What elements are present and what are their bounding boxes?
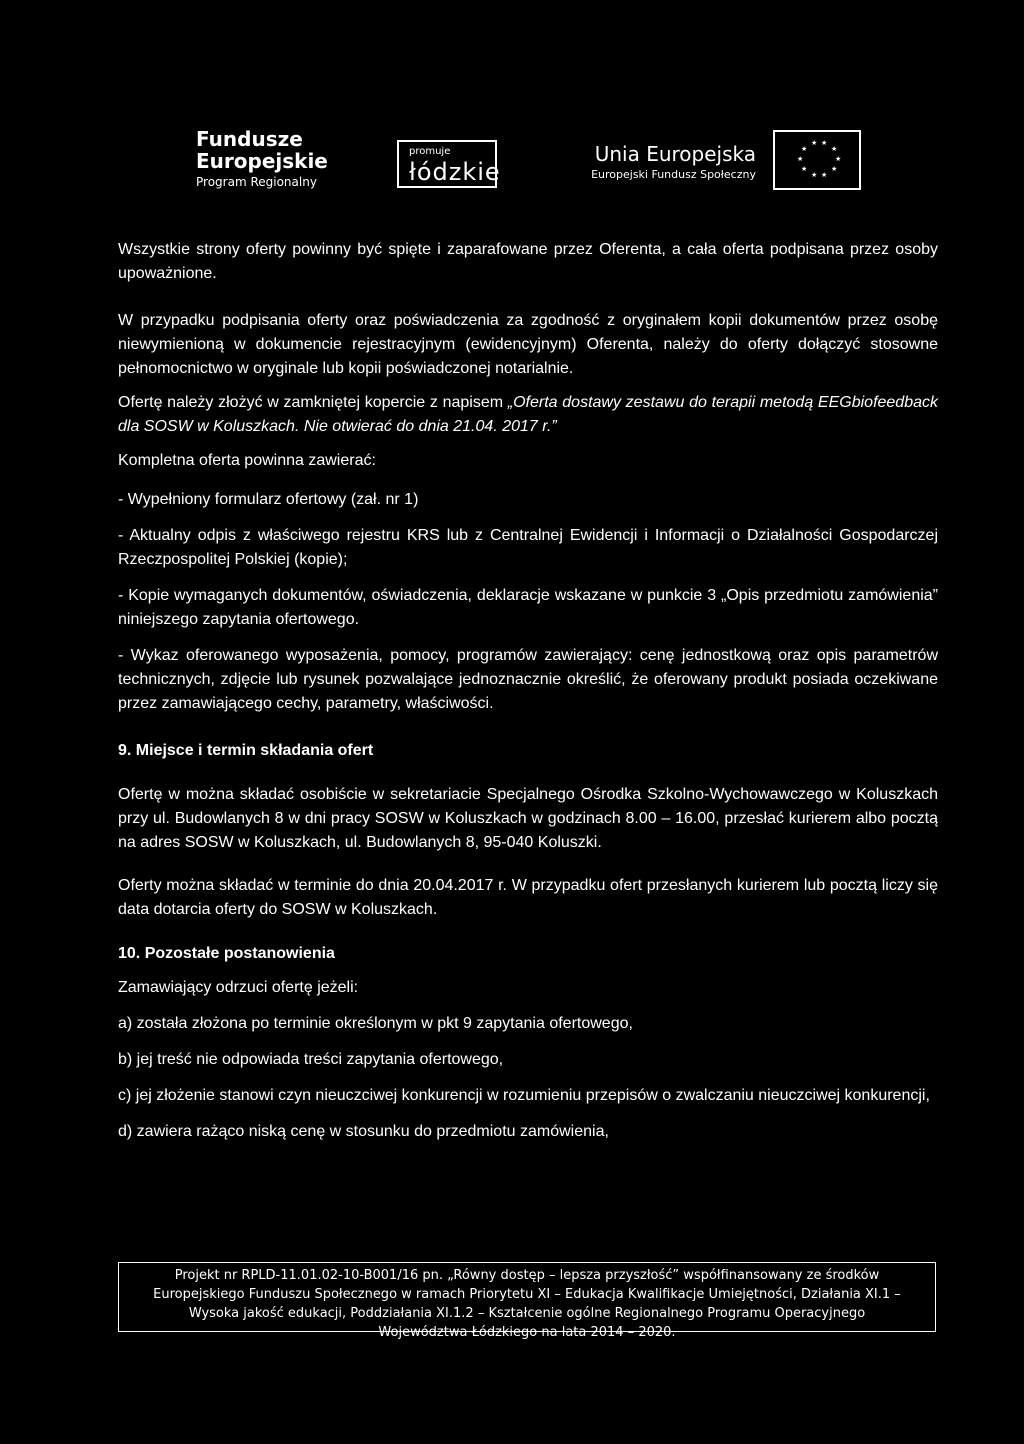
footer-line-1: Projekt nr RPLD-11.01.02-10-B001/16 pn. „Równy dostęp – lepsza przyszłość” współfinansowany ze środków [174,1268,880,1283]
ue-sub: Europejski Fundusz Społeczny [591,168,756,181]
list-item-d: d) zawiera rażąco niską cenę w stosunku do przedmiotu zamówienia, [118,1123,609,1140]
fe-line1: Fundusze [196,127,303,151]
section-10-intro: Zamawiający odrzuci ofertę jeżeli: [118,979,359,996]
lodz-small: promuje [409,146,451,157]
footer-line-2: Europejskiego Funduszu Społecznego w ramach Priorytetu XI – Edukacja Kwalifikacje Umiejętności, Działania XI.1 – [153,1287,901,1302]
envelope-label: „Oferta dostawy zestawu do terapii metodą EEGbiofeedback dla SOSW w Koluszkach. Nie otwierać do dnia 21.04. 2017 r.” [118,394,938,435]
list-item-b: b) jej treść nie odpowiada treści zapytania ofertowego, [118,1051,504,1068]
fe-line2: Europejskie [196,149,328,173]
section-9-text: Ofertę w można składać osobiście w sekretariacie Specjalnego Ośrodka Szkolno-Wychowawczego w Koluszkach przy ul. Budowlanych 8 w dni pracy SOSW w Koluszkach w godzinach 8.00 – 16.00, przesłać kurierem albo pocztą na adres SOSW w Koluszkach, ul. Budowlanych 8, 95-040 Koluszki. [118,786,938,851]
eu-flag-icon: ★ ★ ★ ★ ★ ★ ★ ★ ★ ★ [773,130,861,190]
list-item-c: c) jej złożenie stanowi czyn nieuczciwej konkurencji w rozumieniu przepisów o zwalczaniu nieuczciwej konkurencji, [118,1087,930,1104]
item-krs: - Aktualny odpis z właściwego rejestru KRS lub z Centralnej Ewidencji i Informacji o Działalności Gospodarczej Rzeczpospolitej Polskiej (kopie); [118,527,938,568]
list-item-a: a) została złożona po terminie określonym w pkt 9 zapytania ofertowego, [118,1015,633,1032]
item-form: - Wypełniony formularz ofertowy (zał. nr 1) [118,491,419,508]
lodzkie-logo [397,140,501,188]
paragraph-binding: Wszystkie strony oferty powinny być spięte i zaparafowane przez Oferenta, a cała oferta podpisana przez osoby upoważnione. [118,241,938,282]
ue-title: Unia Europejska [594,142,756,166]
fe-line3: Program Regionalny [196,175,317,189]
item-documents: - Kopie wymaganych dokumentów, oświadczenia, deklaracje wskazane w punkcie 3 „Opis przedmiotu zamówienia” niniejszego zapytania ofertowego. [118,587,938,628]
lodz-big: łódzkie [409,158,501,186]
unia-europejska-logo-text [588,142,756,184]
paragraph-complete-offer: Kompletna oferta powinna zawierać: [118,452,376,469]
envelope-text: Ofertę należy złożyć w zamkniętej kopercie z napisem [118,394,508,411]
section-9-heading: 9. Miejsce i termin składania ofert [118,742,374,759]
fundusze-europejskie-logo [196,128,328,192]
item-equipment-list: - Wykaz oferowanego wyposażenia, pomocy, programów zawierający: cenę jednostkową oraz opis parametrów technicznych, zdjęcie lub rysunek pozwalające jednoznacznie określić, że oferowany produkt posiada oczekiwane przez zamawiającego cechy, parametry, właściwości. [118,647,938,712]
document-body [118,238,938,1144]
paragraph-envelope [118,391,938,439]
footer-line-3: Wysoka jakość edukacji, Poddziałania XI.1.2 – Kształcenie ogólne Regionalnego Programu Operacyjnego [188,1306,866,1321]
header-logos [0,0,1024,200]
paragraph-power-of-attorney: W przypadku podpisania oferty oraz poświadczenia za zgodność z oryginałem kopii dokumentów przez osobę niewymienioną w dokumencie rejestracyjnym (ewidencyjnym) Oferenta, należy do oferty dołączyć stosowne pełnomocnictwo w oryginale lub kopii poświadczonej notarialnie. [118,312,938,377]
footer-line-4: Województwa Łódzkiego na lata 2014 – 2020. [378,1325,676,1340]
section-10-heading: 10. Pozostałe postanowienia [118,945,335,962]
project-footer [118,1262,936,1340]
section-9-deadline: Oferty można składać w terminie do dnia 20.04.2017 r. W przypadku ofert przesłanych kurierem lub pocztą liczy się data dotarcia oferty do SOSW w Koluszkach. [118,877,938,918]
